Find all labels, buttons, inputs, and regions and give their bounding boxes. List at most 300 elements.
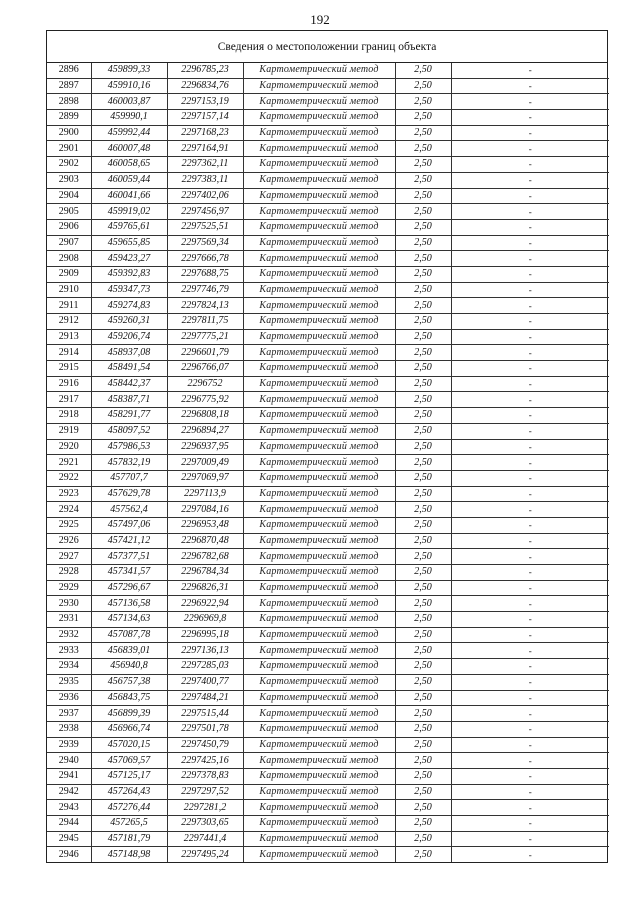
cell-method: Картометрический метод [243, 423, 395, 439]
cell-note: - [451, 141, 609, 157]
cell-note: - [451, 235, 609, 251]
cell-error: 2,50 [395, 408, 451, 424]
cell-point-number: 2901 [47, 141, 91, 157]
table-row [47, 141, 609, 157]
cell-coord-y: 2296953,48 [167, 517, 243, 533]
cell-method: Картометрический метод [243, 721, 395, 737]
cell-method: Картометрический метод [243, 612, 395, 628]
cell-coord-x: 459992,44 [91, 125, 167, 141]
cell-point-number: 2938 [47, 721, 91, 737]
table-row [47, 78, 609, 94]
cell-note: - [451, 172, 609, 188]
cell-point-number: 2905 [47, 204, 91, 220]
table-row [47, 455, 609, 471]
cell-note: - [451, 361, 609, 377]
table-row [47, 800, 609, 816]
cell-error: 2,50 [395, 172, 451, 188]
cell-coord-y: 2297450,79 [167, 737, 243, 753]
table-row [47, 768, 609, 784]
cell-point-number: 2929 [47, 580, 91, 596]
cell-method: Картометрический метод [243, 502, 395, 518]
table-row [47, 63, 609, 78]
cell-coord-x: 459260,31 [91, 314, 167, 330]
table-row [47, 361, 609, 377]
cell-point-number: 2913 [47, 329, 91, 345]
cell-error: 2,50 [395, 204, 451, 220]
cell-error: 2,50 [395, 502, 451, 518]
table-row [47, 831, 609, 847]
cell-coord-y: 2297009,49 [167, 455, 243, 471]
cell-note: - [451, 392, 609, 408]
cell-point-number: 2900 [47, 125, 91, 141]
cell-coord-x: 458387,71 [91, 392, 167, 408]
cell-method: Картометрический метод [243, 565, 395, 581]
cell-point-number: 2923 [47, 486, 91, 502]
cell-error: 2,50 [395, 219, 451, 235]
cell-coord-x: 457562,4 [91, 502, 167, 518]
table-row [47, 596, 609, 612]
table-row [47, 125, 609, 141]
coordinates-table-body [47, 63, 609, 862]
cell-coord-y: 2297084,16 [167, 502, 243, 518]
cell-error: 2,50 [395, 643, 451, 659]
cell-note: - [451, 596, 609, 612]
cell-coord-x: 457707,7 [91, 470, 167, 486]
cell-coord-y: 2297425,16 [167, 753, 243, 769]
cell-coord-x: 456966,74 [91, 721, 167, 737]
cell-point-number: 2921 [47, 455, 91, 471]
cell-method: Картометрический метод [243, 690, 395, 706]
cell-coord-x: 459274,83 [91, 298, 167, 314]
cell-note: - [451, 470, 609, 486]
table-row [47, 423, 609, 439]
cell-coord-x: 457069,57 [91, 753, 167, 769]
cell-coord-x: 457296,67 [91, 580, 167, 596]
cell-note: - [451, 533, 609, 549]
cell-note: - [451, 376, 609, 392]
cell-note: - [451, 831, 609, 847]
table-row [47, 706, 609, 722]
cell-note: - [451, 659, 609, 675]
cell-coord-x: 458291,77 [91, 408, 167, 424]
cell-coord-y: 2297362,11 [167, 157, 243, 173]
table-row [47, 816, 609, 832]
cell-coord-x: 456899,39 [91, 706, 167, 722]
cell-point-number: 2907 [47, 235, 91, 251]
cell-coord-x: 456843,75 [91, 690, 167, 706]
cell-method: Картометрический метод [243, 800, 395, 816]
cell-method: Картометрический метод [243, 831, 395, 847]
cell-point-number: 2910 [47, 282, 91, 298]
cell-coord-y: 2297402,06 [167, 188, 243, 204]
cell-method: Картометрический метод [243, 784, 395, 800]
cell-coord-x: 460007,48 [91, 141, 167, 157]
cell-point-number: 2909 [47, 266, 91, 282]
table-row [47, 94, 609, 110]
cell-error: 2,50 [395, 768, 451, 784]
table-row [47, 549, 609, 565]
cell-point-number: 2896 [47, 63, 91, 78]
cell-error: 2,50 [395, 800, 451, 816]
cell-coord-y: 2297168,23 [167, 125, 243, 141]
cell-note: - [451, 549, 609, 565]
cell-method: Картометрический метод [243, 753, 395, 769]
cell-error: 2,50 [395, 565, 451, 581]
cell-coord-x: 457832,19 [91, 455, 167, 471]
coordinates-table [47, 63, 609, 862]
cell-error: 2,50 [395, 141, 451, 157]
cell-coord-y: 2296969,8 [167, 612, 243, 628]
cell-coord-x: 456839,01 [91, 643, 167, 659]
cell-coord-y: 2297285,03 [167, 659, 243, 675]
table-row [47, 298, 609, 314]
cell-coord-y: 2297281,2 [167, 800, 243, 816]
cell-coord-x: 459423,27 [91, 251, 167, 267]
cell-error: 2,50 [395, 392, 451, 408]
cell-error: 2,50 [395, 345, 451, 361]
cell-coord-y: 2296782,68 [167, 549, 243, 565]
cell-method: Картометрический метод [243, 659, 395, 675]
cell-point-number: 2904 [47, 188, 91, 204]
cell-coord-x: 457125,17 [91, 768, 167, 784]
table-row [47, 612, 609, 628]
cell-coord-y: 2297136,13 [167, 643, 243, 659]
cell-coord-x: 457341,57 [91, 565, 167, 581]
cell-coord-x: 459347,73 [91, 282, 167, 298]
cell-note: - [451, 784, 609, 800]
table-row [47, 329, 609, 345]
cell-method: Картометрический метод [243, 674, 395, 690]
table-row [47, 627, 609, 643]
cell-error: 2,50 [395, 251, 451, 267]
cell-coord-x: 458442,37 [91, 376, 167, 392]
cell-error: 2,50 [395, 298, 451, 314]
cell-coord-x: 457421,12 [91, 533, 167, 549]
cell-point-number: 2931 [47, 612, 91, 628]
cell-coord-x: 457264,43 [91, 784, 167, 800]
cell-method: Картометрический метод [243, 219, 395, 235]
cell-point-number: 2915 [47, 361, 91, 377]
cell-note: - [451, 345, 609, 361]
cell-coord-y: 2296775,92 [167, 392, 243, 408]
cell-method: Картометрический метод [243, 768, 395, 784]
cell-coord-x: 457497,06 [91, 517, 167, 533]
cell-point-number: 2899 [47, 110, 91, 126]
cell-coord-y: 2296785,23 [167, 63, 243, 78]
cell-error: 2,50 [395, 721, 451, 737]
cell-coord-x: 457148,98 [91, 847, 167, 862]
cell-method: Картометрический метод [243, 392, 395, 408]
table-row [47, 533, 609, 549]
cell-coord-x: 457087,78 [91, 627, 167, 643]
table-row [47, 408, 609, 424]
cell-coord-y: 2296808,18 [167, 408, 243, 424]
cell-coord-y: 2297569,34 [167, 235, 243, 251]
cell-coord-x: 460058,65 [91, 157, 167, 173]
cell-point-number: 2942 [47, 784, 91, 800]
cell-method: Картометрический метод [243, 141, 395, 157]
cell-coord-x: 459655,85 [91, 235, 167, 251]
cell-coord-x: 459990,1 [91, 110, 167, 126]
cell-error: 2,50 [395, 439, 451, 455]
cell-method: Картометрический метод [243, 439, 395, 455]
cell-error: 2,50 [395, 63, 451, 78]
table-row [47, 204, 609, 220]
cell-error: 2,50 [395, 847, 451, 862]
table-row [47, 219, 609, 235]
cell-coord-y: 2297688,75 [167, 266, 243, 282]
cell-note: - [451, 502, 609, 518]
cell-method: Картометрический метод [243, 282, 395, 298]
cell-coord-x: 457629,78 [91, 486, 167, 502]
cell-method: Картометрический метод [243, 314, 395, 330]
cell-coord-y: 2297164,91 [167, 141, 243, 157]
cell-coord-y: 2297501,78 [167, 721, 243, 737]
cell-note: - [451, 816, 609, 832]
table-row [47, 721, 609, 737]
cell-note: - [451, 204, 609, 220]
cell-coord-x: 458097,52 [91, 423, 167, 439]
cell-method: Картометрический метод [243, 533, 395, 549]
table-row [47, 565, 609, 581]
table-row [47, 157, 609, 173]
cell-point-number: 2946 [47, 847, 91, 862]
cell-coord-y: 2297525,51 [167, 219, 243, 235]
table-row [47, 439, 609, 455]
cell-coord-x: 457276,44 [91, 800, 167, 816]
cell-coord-x: 460003,87 [91, 94, 167, 110]
cell-coord-y: 2297383,11 [167, 172, 243, 188]
cell-point-number: 2932 [47, 627, 91, 643]
cell-method: Картометрический метод [243, 110, 395, 126]
cell-note: - [451, 439, 609, 455]
cell-method: Картометрический метод [243, 596, 395, 612]
cell-coord-y: 2296784,34 [167, 565, 243, 581]
cell-point-number: 2933 [47, 643, 91, 659]
cell-coord-x: 457377,51 [91, 549, 167, 565]
cell-method: Картометрический метод [243, 94, 395, 110]
cell-coord-y: 2297484,21 [167, 690, 243, 706]
cell-coord-x: 459206,74 [91, 329, 167, 345]
cell-method: Картометрический метод [243, 361, 395, 377]
cell-method: Картометрический метод [243, 470, 395, 486]
cell-note: - [451, 63, 609, 78]
cell-method: Картометрический метод [243, 125, 395, 141]
table-row [47, 659, 609, 675]
cell-note: - [451, 94, 609, 110]
cell-error: 2,50 [395, 125, 451, 141]
cell-point-number: 2908 [47, 251, 91, 267]
cell-point-number: 2936 [47, 690, 91, 706]
cell-point-number: 2935 [47, 674, 91, 690]
cell-method: Картометрический метод [243, 706, 395, 722]
cell-coord-x: 460041,66 [91, 188, 167, 204]
cell-coord-y: 2297746,79 [167, 282, 243, 298]
cell-coord-x: 457136,58 [91, 596, 167, 612]
cell-error: 2,50 [395, 314, 451, 330]
cell-note: - [451, 643, 609, 659]
cell-coord-x: 457265,5 [91, 816, 167, 832]
cell-error: 2,50 [395, 235, 451, 251]
cell-coord-x: 460059,44 [91, 172, 167, 188]
cell-point-number: 2920 [47, 439, 91, 455]
cell-note: - [451, 768, 609, 784]
cell-point-number: 2926 [47, 533, 91, 549]
cell-coord-y: 2297297,52 [167, 784, 243, 800]
cell-coord-x: 456940,8 [91, 659, 167, 675]
cell-coord-x: 457181,79 [91, 831, 167, 847]
table-row [47, 517, 609, 533]
cell-note: - [451, 690, 609, 706]
cell-method: Картометрический метод [243, 235, 395, 251]
cell-error: 2,50 [395, 533, 451, 549]
table-row [47, 674, 609, 690]
cell-error: 2,50 [395, 549, 451, 565]
cell-error: 2,50 [395, 486, 451, 502]
cell-note: - [451, 251, 609, 267]
cell-point-number: 2919 [47, 423, 91, 439]
cell-coord-y: 2297153,19 [167, 94, 243, 110]
table-row [47, 251, 609, 267]
cell-error: 2,50 [395, 110, 451, 126]
cell-note: - [451, 612, 609, 628]
cell-coord-y: 2296834,76 [167, 78, 243, 94]
cell-coord-x: 457020,15 [91, 737, 167, 753]
cell-note: - [451, 282, 609, 298]
cell-coord-x: 456757,38 [91, 674, 167, 690]
cell-error: 2,50 [395, 674, 451, 690]
cell-note: - [451, 125, 609, 141]
cell-point-number: 2928 [47, 565, 91, 581]
cell-coord-y: 2296937,95 [167, 439, 243, 455]
cell-note: - [451, 266, 609, 282]
cell-error: 2,50 [395, 266, 451, 282]
cell-coord-y: 2297303,65 [167, 816, 243, 832]
cell-point-number: 2941 [47, 768, 91, 784]
cell-note: - [451, 674, 609, 690]
cell-error: 2,50 [395, 329, 451, 345]
cell-coord-y: 2297441,4 [167, 831, 243, 847]
cell-coord-y: 2296870,48 [167, 533, 243, 549]
cell-coord-y: 2296922,94 [167, 596, 243, 612]
cell-error: 2,50 [395, 831, 451, 847]
cell-error: 2,50 [395, 659, 451, 675]
cell-point-number: 2943 [47, 800, 91, 816]
cell-note: - [451, 847, 609, 862]
cell-error: 2,50 [395, 737, 451, 753]
cell-coord-x: 457134,63 [91, 612, 167, 628]
cell-coord-y: 2296894,27 [167, 423, 243, 439]
table-row [47, 470, 609, 486]
cell-note: - [451, 517, 609, 533]
cell-note: - [451, 455, 609, 471]
cell-point-number: 2916 [47, 376, 91, 392]
cell-error: 2,50 [395, 94, 451, 110]
boundary-coordinates-sheet [46, 30, 608, 863]
cell-coord-x: 457986,53 [91, 439, 167, 455]
cell-error: 2,50 [395, 816, 451, 832]
cell-note: - [451, 408, 609, 424]
cell-error: 2,50 [395, 753, 451, 769]
cell-point-number: 2922 [47, 470, 91, 486]
table-row [47, 345, 609, 361]
cell-note: - [451, 737, 609, 753]
cell-error: 2,50 [395, 690, 451, 706]
cell-point-number: 2927 [47, 549, 91, 565]
cell-method: Картометрический метод [243, 486, 395, 502]
cell-error: 2,50 [395, 596, 451, 612]
table-row [47, 690, 609, 706]
cell-note: - [451, 627, 609, 643]
cell-error: 2,50 [395, 361, 451, 377]
cell-note: - [451, 110, 609, 126]
cell-coord-y: 2297113,9 [167, 486, 243, 502]
cell-note: - [451, 753, 609, 769]
table-row [47, 392, 609, 408]
cell-method: Картометрический метод [243, 376, 395, 392]
cell-coord-y: 2297495,24 [167, 847, 243, 862]
cell-coord-y: 2297069,97 [167, 470, 243, 486]
cell-note: - [451, 298, 609, 314]
cell-point-number: 2918 [47, 408, 91, 424]
cell-coord-y: 2297157,14 [167, 110, 243, 126]
cell-coord-x: 459765,61 [91, 219, 167, 235]
page-number: 192 [310, 12, 330, 27]
cell-method: Картометрический метод [243, 204, 395, 220]
cell-note: - [451, 219, 609, 235]
cell-coord-x: 459910,16 [91, 78, 167, 94]
table-row [47, 235, 609, 251]
cell-note: - [451, 329, 609, 345]
cell-method: Картометрический метод [243, 157, 395, 173]
table-row [47, 847, 609, 862]
table-row [47, 376, 609, 392]
cell-point-number: 2897 [47, 78, 91, 94]
cell-error: 2,50 [395, 784, 451, 800]
cell-point-number: 2906 [47, 219, 91, 235]
cell-note: - [451, 486, 609, 502]
table-row [47, 737, 609, 753]
cell-note: - [451, 78, 609, 94]
cell-coord-y: 2297378,83 [167, 768, 243, 784]
cell-error: 2,50 [395, 580, 451, 596]
cell-error: 2,50 [395, 282, 451, 298]
cell-coord-y: 2297666,78 [167, 251, 243, 267]
cell-method: Картометрический метод [243, 408, 395, 424]
cell-point-number: 2903 [47, 172, 91, 188]
cell-method: Картометрический метод [243, 643, 395, 659]
cell-method: Картометрический метод [243, 188, 395, 204]
table-row [47, 643, 609, 659]
cell-method: Картометрический метод [243, 816, 395, 832]
cell-coord-y: 2296601,79 [167, 345, 243, 361]
cell-note: - [451, 314, 609, 330]
cell-error: 2,50 [395, 455, 451, 471]
cell-coord-x: 459899,33 [91, 63, 167, 78]
cell-coord-y: 2297400,77 [167, 674, 243, 690]
cell-point-number: 2934 [47, 659, 91, 675]
cell-point-number: 2940 [47, 753, 91, 769]
cell-point-number: 2912 [47, 314, 91, 330]
cell-point-number: 2911 [47, 298, 91, 314]
cell-coord-x: 458937,08 [91, 345, 167, 361]
cell-note: - [451, 157, 609, 173]
table-row [47, 784, 609, 800]
cell-method: Картометрический метод [243, 580, 395, 596]
table-row [47, 188, 609, 204]
cell-error: 2,50 [395, 517, 451, 533]
cell-method: Картометрический метод [243, 549, 395, 565]
